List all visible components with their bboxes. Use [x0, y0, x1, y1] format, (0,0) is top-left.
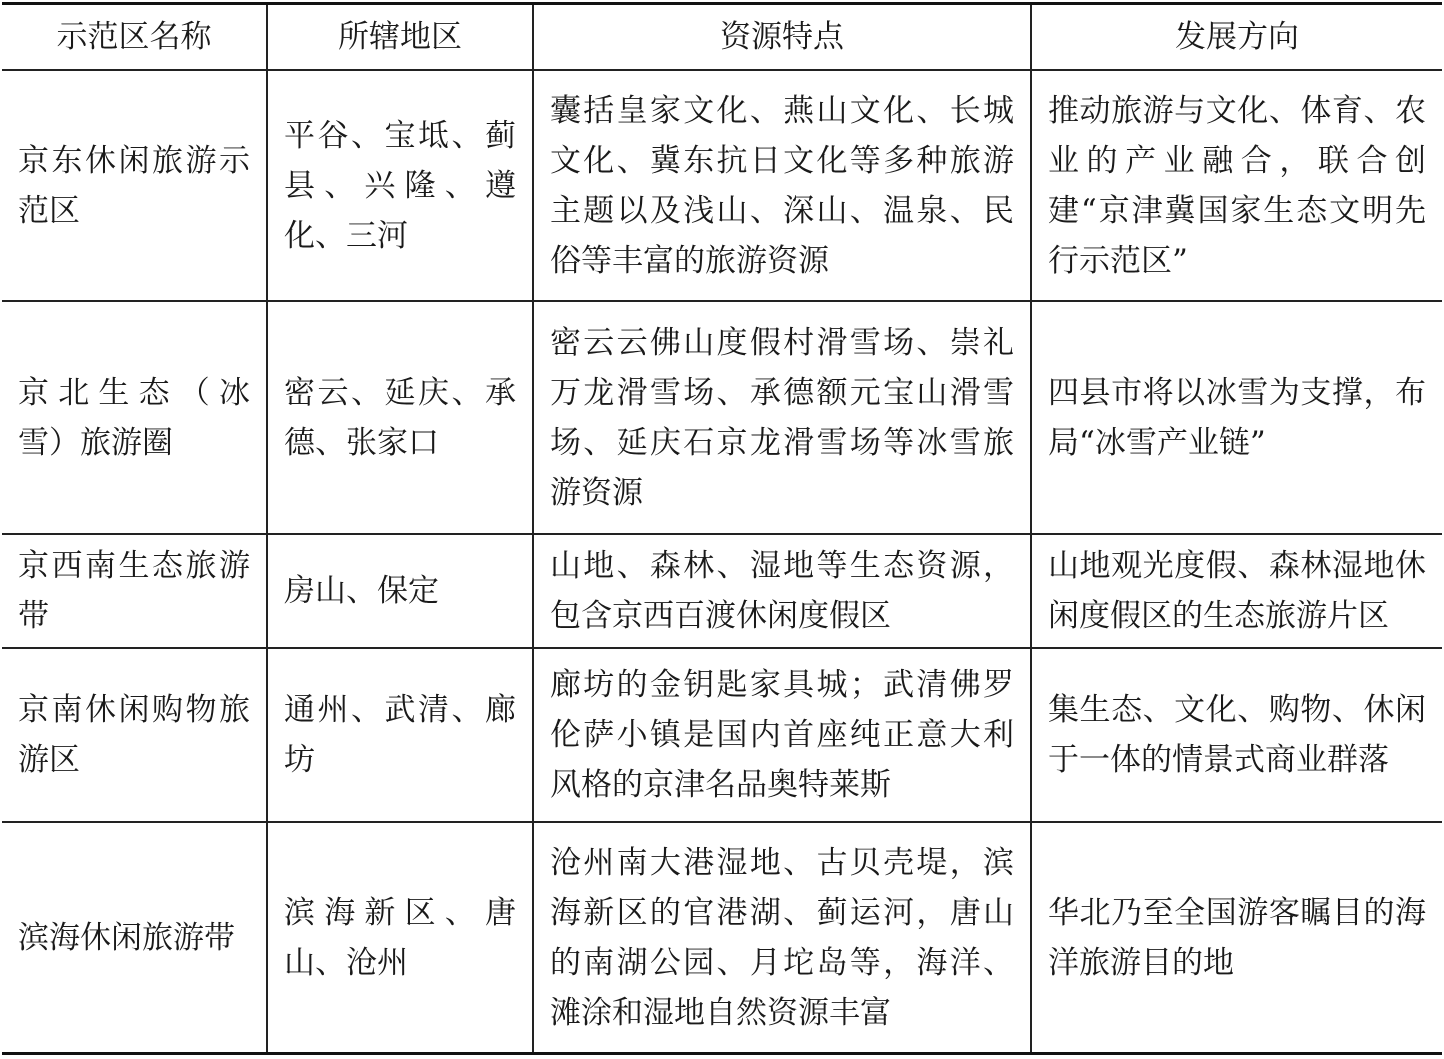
zone-name-cell: 京南休闲购物旅游区 — [2, 648, 267, 822]
resources-cell: 廊坊的金钥匙家具城；武清佛罗伦萨小镇是国内首座纯正意大利风格的京津名品奥特莱斯 — [533, 648, 1031, 822]
zone-name-cell: 京北生态（冰雪）旅游圈 — [2, 301, 267, 534]
region-cell: 密云、延庆、承德、张家口 — [267, 301, 533, 534]
table-row — [2, 301, 1442, 534]
zone-name-cell: 京西南生态旅游带 — [2, 534, 267, 648]
table-row — [2, 534, 1442, 648]
resources-cell: 密云云佛山度假村滑雪场、崇礼万龙滑雪场、承德额元宝山滑雪场、延庆石京龙滑雪场等冰雪旅游资源 — [533, 301, 1031, 534]
region-cell: 房山、保定 — [267, 534, 533, 648]
resources-cell: 囊括皇家文化、燕山文化、长城文化、冀东抗日文化等多种旅游主题以及浅山、深山、温泉、民俗等丰富的旅游资源 — [533, 70, 1031, 301]
direction-cell: 四县市将以冰雪为支撑，布局“冰雪产业链” — [1031, 301, 1442, 534]
region-cell: 滨海新区、唐山、沧州 — [267, 822, 533, 1054]
region-cell: 通州、武清、廊坊 — [267, 648, 533, 822]
header-resources: 资源特点 — [533, 4, 1031, 71]
header-row — [2, 4, 1442, 71]
header-direction: 发展方向 — [1031, 4, 1442, 71]
direction-cell: 山地观光度假、森林湿地休闲度假区的生态旅游片区 — [1031, 534, 1442, 648]
resources-cell: 沧州南大港湿地、古贝壳堤，滨海新区的官港湖、蓟运河，唐山的南湖公园、月坨岛等，海洋、滩涂和湿地自然资源丰富 — [533, 822, 1031, 1054]
resources-cell: 山地、森林、湿地等生态资源，包含京西百渡休闲度假区 — [533, 534, 1031, 648]
table-row — [2, 70, 1442, 301]
zone-name-cell: 滨海休闲旅游带 — [2, 822, 267, 1054]
direction-cell: 华北乃至全国游客瞩目的海洋旅游目的地 — [1031, 822, 1442, 1054]
demonstration-zones-table — [2, 2, 1442, 1055]
zone-name-cell: 京东休闲旅游示范区 — [2, 70, 267, 301]
direction-cell: 集生态、文化、购物、休闲于一体的情景式商业群落 — [1031, 648, 1442, 822]
direction-cell: 推动旅游与文化、体育、农业的产业融合，联合创建“京津冀国家生态文明先行示范区” — [1031, 70, 1442, 301]
table-row — [2, 648, 1442, 822]
header-region: 所辖地区 — [267, 4, 533, 71]
table-row — [2, 822, 1442, 1054]
region-cell: 平谷、宝坻、蓟县、兴隆、遵化、三河 — [267, 70, 533, 301]
header-zone-name: 示范区名称 — [2, 4, 267, 71]
